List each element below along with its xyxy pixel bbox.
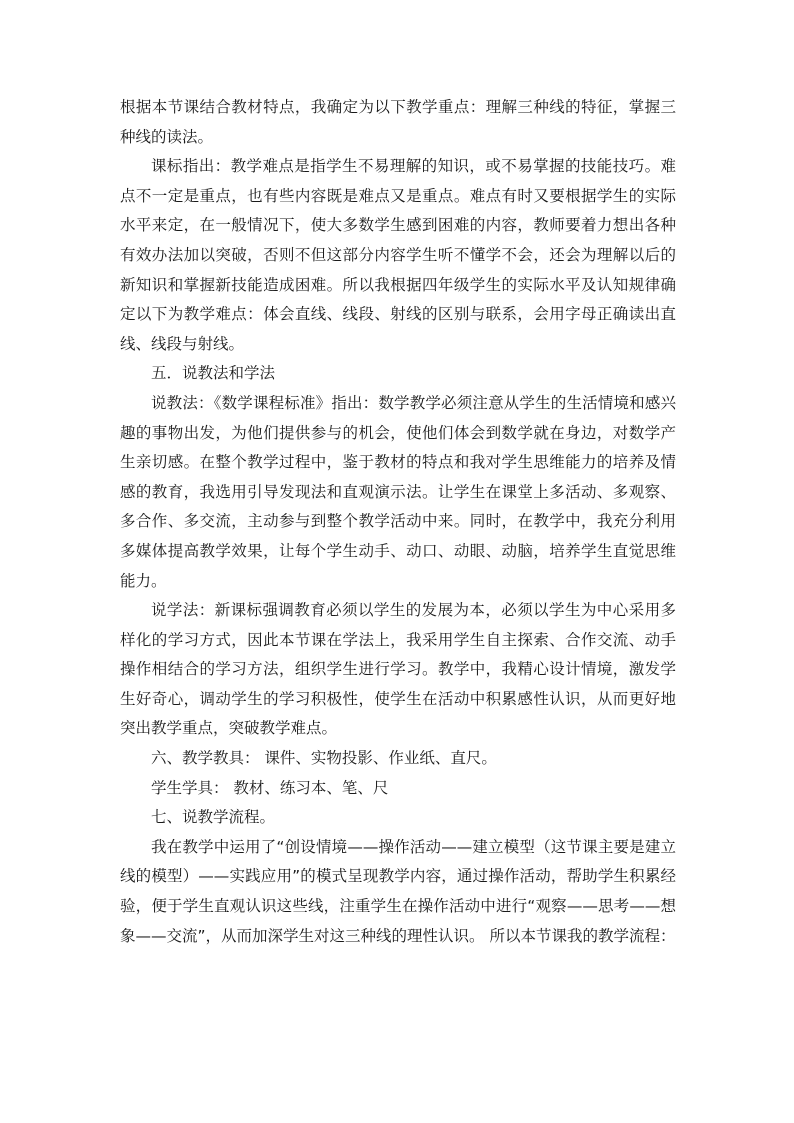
paragraph-teaching-aids: 六、教学教具： 课件、实物投影、作业纸、直尺。 (151, 749, 497, 768)
paragraph-student-tools: 学生学具： 教材、练习本、笔、尺 (151, 778, 389, 797)
paragraph-teaching-difficulty: 课标指出：教学难点是指学生不易理解的知识，或不易掌握的技能技巧。难点不一定是重点，也有些内容既是难点又是重点。难点有时又要根据学生的实际水平来定，在一般情况下，使大多数学生感到困难的内容，教师要着力想出各种有效办法加以突破，否则不但这部分内容学生听不懂学不会，还会为理解以后的新知识和掌握新技能造成困难。所以我根据四年级学生的实际水平及认知规律确定以下为教学难点：体会直线、线段、射线的区别与联系，会用字母正确读出直线、线段与射线。 (120, 157, 676, 353)
paragraph-learning-method: 说学法：新课标强调教育必须以学生的发展为本，必须以学生为中心采用多样化的学习方式，因此本节课在学法上，我采用学生自主探索、合作交流、动手操作相结合的学习方法，组织学生进行学习。教学中，我精心设计情境，激发学生好奇心，调动学生的学习积极性，使学生在活动中积累感性认识，从而更好地突出教学重点，突破教学难点。 (120, 601, 676, 738)
paragraph-teaching-process: 我在教学中运用了“创设情境——操作活动——建立模型（这节课主要是建立线的模型）——实践应用”的模式呈现教学内容，通过操作活动，帮助学生积累经验，便于学生直观认识这些线，注重学生在操作活动中进行“观察——思考——想象——交流”，从而加深学生对这三种线的理性认识。 所以本节课我的教学流程： (120, 837, 676, 945)
paragraph-teaching-method: 说教法：《数学课程标准》指出：数学教学必须注意从学生的生活情境和感兴趣的事物出发，为他们提供参与的机会，使他们体会到数学就在身边，对数学产生亲切感。在整个教学过程中，鉴于教材的特点和我对学生思维能力的培养及情感的教育，我选用引导发现法和直观演示法。让学生在课堂上多活动、多观察、多合作、多交流，主动参与到整个教学活动中来。同时，在教学中，我充分利用多媒体提高教学效果，让每个学生动手、动口、动眼、动脑，培养学生直觉思维能力。 (120, 393, 676, 590)
heading-methods: 五．说教法和学法 (151, 364, 276, 383)
paragraph-teaching-focus: 根据本节课结合教材特点，我确定为以下教学重点：理解三种线的特征，掌握三种线的读法。 (120, 98, 676, 146)
heading-teaching-process: 七、说教学流程。 (151, 808, 276, 827)
document-body (120, 93, 676, 951)
